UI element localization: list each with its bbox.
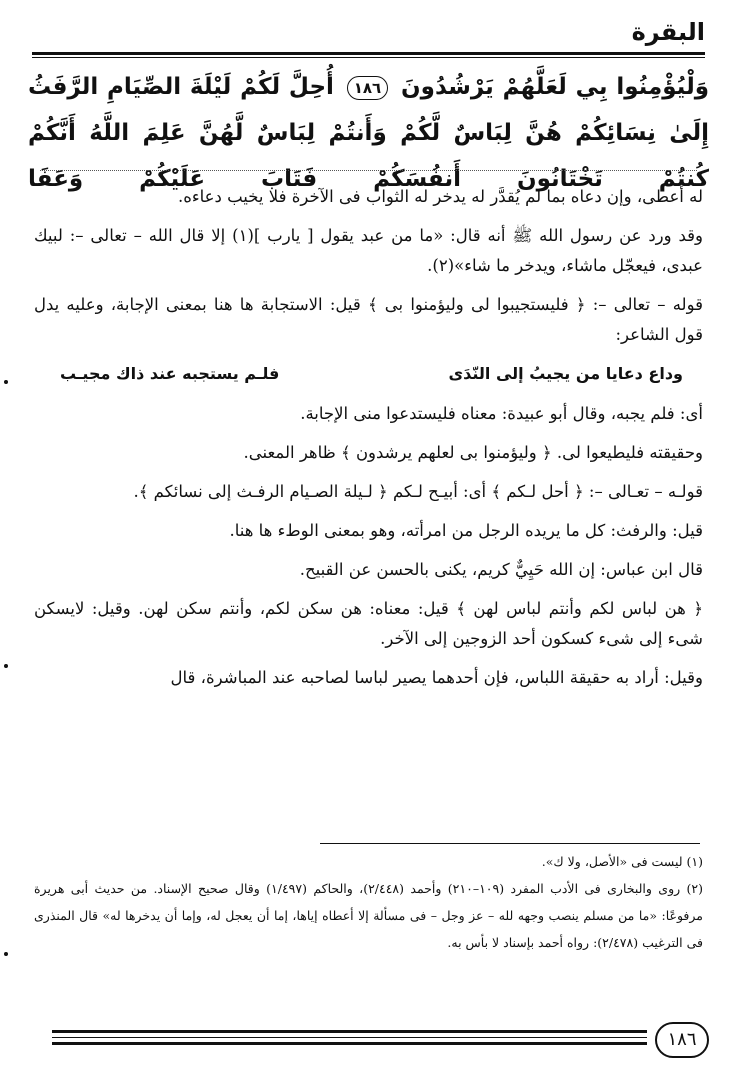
paragraph: وحقيقته فليطيعوا لى. ﴿ وليؤمنوا بى لعلهم يرشدون ﴾ ظاهر المعنى. [243,443,703,462]
paragraph: قوله – تعالى –: ﴿ فليستجيبوا لى وليؤمنوا بى ﴾ قيل: الاستجابة ها هنا بمعنى الإجابة، وعليه يدل قول الشاعر: [34,295,703,344]
paragraph: قيل: والرفث: كل ما يريده الرجل من امرأته، وهو بمعنى الوطء ها هنا. [229,521,703,540]
footnotes [34,848,703,956]
paragraph: وقد ورد عن رسول الله ﷺ أنه قال: «ما من عبد يقول [ يارب ](١) إلا قال الله – تعالى –: لبيك عبدى، فيعجّل ماشاء، ويدخر ما شاء»(٢). [34,226,703,275]
paragraph: ﴿ هن لباس لكم وأنتم لباس لهن ﴾ قيل: معناه: هن سكن لكم، وأنتم سكن لهن. وقيل: لايسكن شىء إلى شىء كسكون أحد الزوجين إلى الآخر. [34,599,703,648]
margin-mark [4,664,8,668]
surah-title: البقرة [631,18,705,46]
page-number: ١٨٦ [655,1022,709,1058]
quran-text-part2: أُحِلَّ لَكُمْ لَيْلَةَ الصِّيَامِ الرَّفَثُ إِلَىٰ نِسَائِكُمْ هُنَّ لِبَاسٌ لَّكُمْ وَأَنتُمْ لِبَاسٌ لَّهُنَّ عَلِمَ اللَّهُ أَنَّكُمْ كُنتُمْ تَخْتَانُونَ أَنفُسَكُمْ فَتَابَ عَلَيْكُمْ وَعَفَا [28,74,709,192]
quran-text-part1: وَلْيُؤْمِنُوا بِي لَعَلَّهُمْ يَرْشُدُونَ [401,74,710,100]
paragraph: قولـه – تعـالى –: ﴿ أحل لـكم ﴾ أى: أبيـح لـكم ﴿ لـيلة الصـيام الرفـث إلى نسائكم ﴾. [133,482,703,501]
paragraph: له أعطى، وإن دعاه بما لم يُقدَّر له يدخر له الثواب فى الآخرة فلا يخيب دعاءه. [177,187,703,206]
margin-mark [4,380,8,384]
commentary-body [34,182,703,702]
footer-rule-thick [52,1030,647,1033]
paragraph: وقيل: أراد به حقيقة اللباس، فإن أحدهما يصير لباسا لصاحبه عند المباشرة، قال [170,668,703,687]
footnote-2: (٢) روى والبخارى فى الأدب المفرد (١٠٩–٢١٠) وأحمد (٢/٤٤٨)، والحاكم (١/٤٩٧) وقال صحيح الإسناد. من حديث أبى هريرة مرفوعًا: «ما من مسلم ينصب وجهه لله – عز وجل – فى مسألة إلا أعطاه إياها، إما أن يعجل له، وإما أن يدخرها له» قال المنذرى فى الترغيب (٢/٤٧٨): رواه أحمد بإسناد لا بأس به. [34,881,703,950]
header-rule-thin [32,57,705,58]
section-divider [40,170,697,171]
footnote-1: (١) ليست فى «الأصل، ولا ك». [541,854,703,869]
poetry-hemistich-left: فلـم يستجبه عند ذاك مجيـب [60,364,280,383]
margin-mark [4,952,8,956]
ayah-number-marker: ١٨٦ [347,76,388,100]
footnote-rule [320,843,700,844]
footer-rule-thick [52,1042,647,1045]
page-header [32,18,705,54]
header-rule-thick [32,52,705,55]
paragraph: قال ابن عباس: إن الله حَيِيٌّ كريم، يكنى بالحسن عن القبيح. [299,560,703,579]
footer-rule-thin [52,1037,647,1038]
poetry-hemistich-right: وداع دعايا من يجيبُ إلى النّدَى [448,364,683,383]
paragraph: أى: فلم يجبه، وقال أبو عبيدة: معناه فليستدعوا منى الإجابة. [300,404,703,423]
poetry-verse [34,359,703,389]
